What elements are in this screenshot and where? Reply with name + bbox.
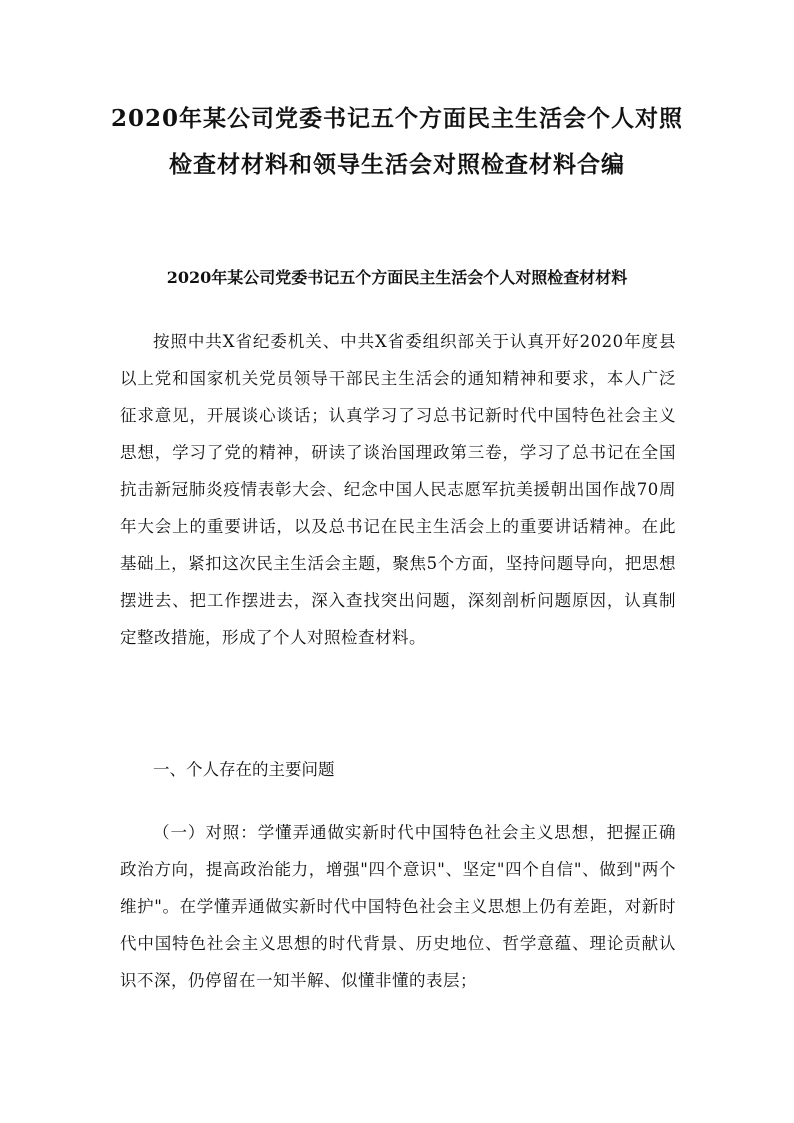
heading-main-problems: 一、个人存在的主要问题 [153, 760, 335, 779]
intro-paragraph: 按照中共X省纪委机关、中共X省委组织部关于认真开好2020年度县以上党和国家机关党员领导干部民主生活会的通知精神和要求，本人广泛征求意见，开展谈心谈话；认真学习了习总书记新时代中国特色社会主义思想，学习了党的精神，研读了谈治国理政第三卷，学习了总书记在全国抗击新冠肺炎疫情表彰大会、纪念中国人民志愿军抗美援朝出国作战70周年大会上的重要讲话，以及总书记在民主生活会上的重要讲话精神。在此基础上，紧扣这次民主生活会主题，聚焦5个方面，坚持问题导向，把思想摆进去、把工作摆进去，深入查找突出问题，深刻剖析问题原因，认真制定整改措施，形成了个人对照检查材料。 [120, 332, 676, 647]
item-1-paragraph: （一）对照：学懂弄通做实新时代中国特色社会主义思想，把握正确政治方向，提高政治能力，增强"四个意识"、坚定"四个自信"、做到"两个维护"。在学懂弄通做实新时代中国特色社会主义思想上仍有差距，对新时代中国特色社会主义思想的时代背景、历史地位、哲学意蕴、理论贡献认识不深，仍停留在一知半解、似懂非懂的表层； [120, 823, 676, 990]
section-title: 2020年某公司党委书记五个方面民主生活会个人对照检查材材料 [166, 268, 628, 287]
document-title: 2020年某公司党委书记五个方面民主生活会个人对照检查材材料和领导生活会对照检查材料合编 [110, 105, 683, 178]
